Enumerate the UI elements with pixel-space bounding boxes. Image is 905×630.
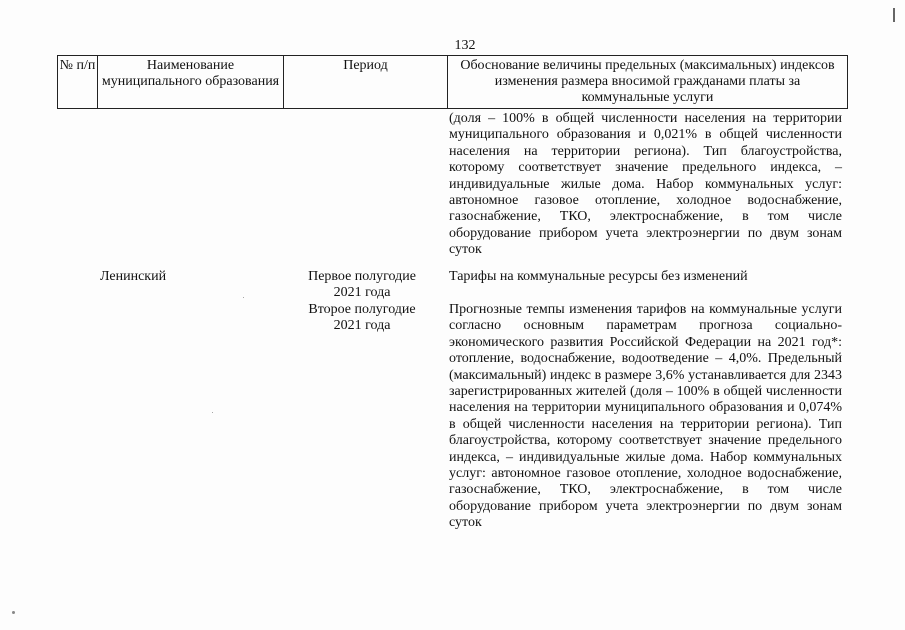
header-municipality-column: Наименование муниципального образования [98, 56, 284, 108]
scan-speck [212, 412, 213, 413]
header-period-column: Период [284, 56, 448, 108]
scan-edge-mark [893, 8, 895, 22]
header-basis-column: Обоснование величины предельных (максимальных) индексов изменения размера вносимой гражданами платы за коммунальные услуги [460, 58, 835, 105]
table-header [57, 55, 848, 109]
basis-first-half: Тарифы на коммунальные ресурсы без изменений [449, 269, 748, 284]
municipality-name: Ленинский [100, 269, 167, 284]
scan-speck [12, 611, 15, 614]
continuation-text: (доля – 100% в общей численности населения на территории муниципального образования и 0,021% в общей численности населения на территории региона). Тип благоустройства, которому соответствует значение предельного индекса, – индивидуальные жилые дома. Набор коммунальных услуг: автономное газовое отопление, холодное водоснабжение, газоснабжение, ТКО, электроснабжение, в том числе оборудование прибором учета электроэнергии по двум зонам суток [449, 111, 842, 258]
page-number: 132 [454, 38, 476, 53]
period-second-half: Второе полугодие 2021 года [308, 302, 416, 333]
basis-second-half: Прогнозные темпы изменения тарифов на коммунальные услуги согласно основным параметрам прогноза социально-экономического развития Российской Федерации на 2021 год*: отопление, водоснабжение, водоотведение – 4,0%. Предельный (максимальный) индекс в размере 3,6% устанавливается для 2343 зарегистрированных жителей (доля – 100% в общей численности населения на территории муниципального образования и 0,074% в общей численности населения на территории региона). Тип благоустройства, которому соответствует значение предельного индекса, – индивидуальные жилые дома. Набор коммунальных услуг: автономное газовое отопление, холодное водоснабжение, газоснабжение, ТКО, электроснабжение, в том числе оборудование прибором учета электроэнергии по двум зонам суток [449, 302, 842, 531]
period-first-half: Первое полугодие 2021 года [308, 269, 416, 300]
header-number-column: № п/п [58, 56, 98, 108]
scan-speck [243, 297, 244, 298]
